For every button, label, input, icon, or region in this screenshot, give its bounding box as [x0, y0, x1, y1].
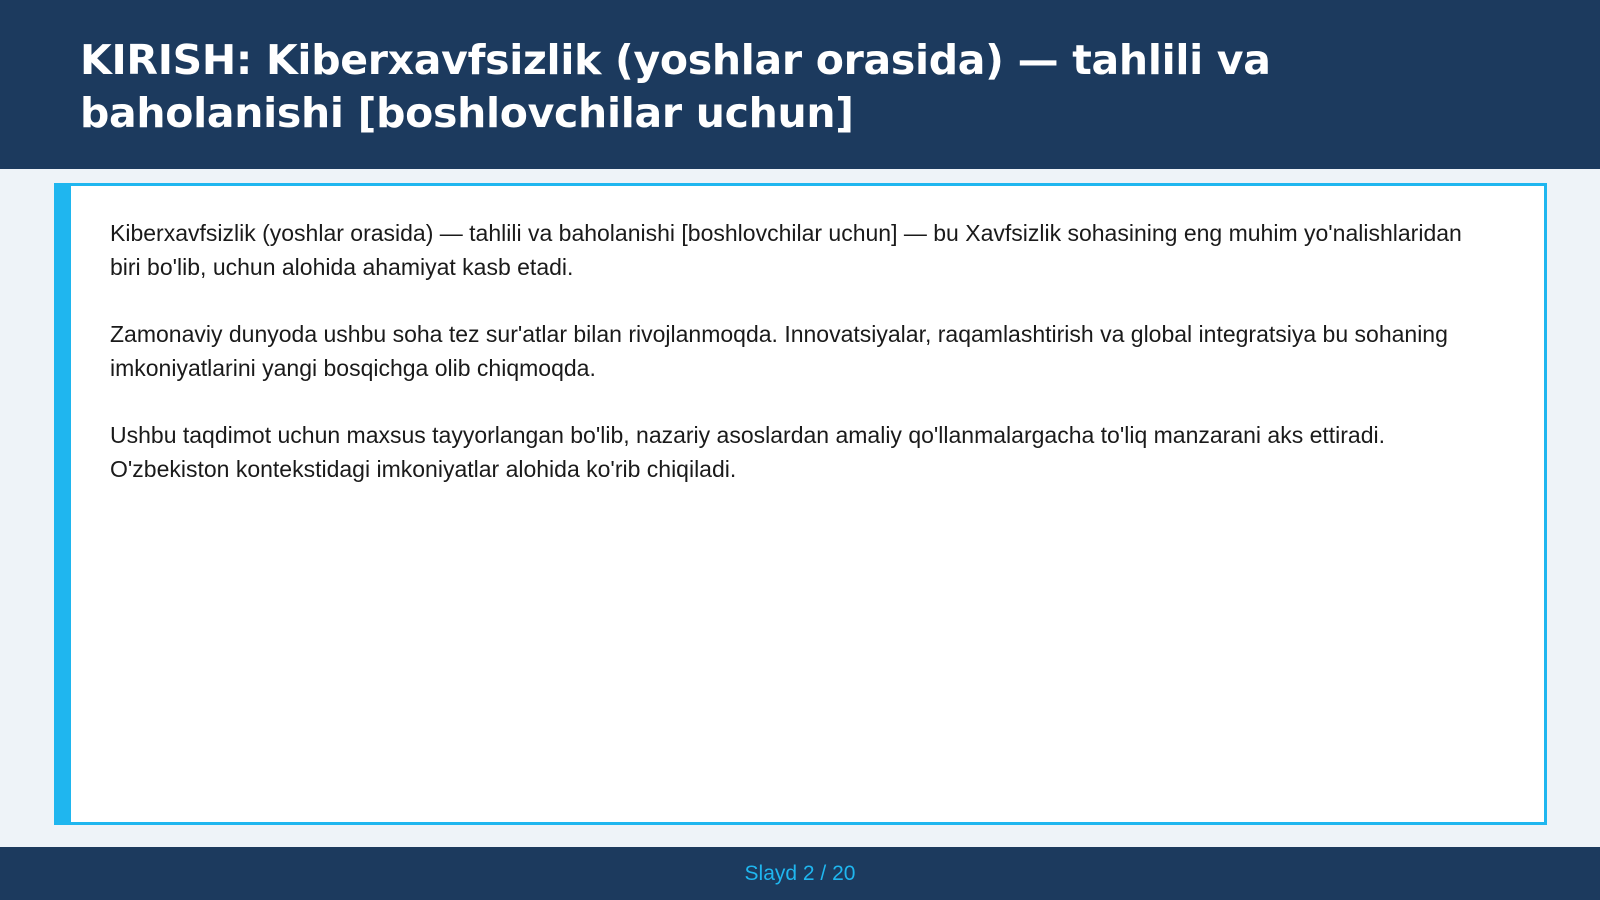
content-card: [54, 183, 1547, 825]
slide-footer: [0, 847, 1600, 900]
slide-header: [0, 0, 1600, 169]
paragraph-presentation-scope: Ushbu taqdimot uchun maxsus tayyorlangan bo'lib, nazariy asoslardan amaliy qo'llanmalargacha to'liq manzarani aks ettiradi. O'zbekiston kontekstidagi imkoniyatlar alohida ko'rib chiqiladi.: [110, 422, 1386, 482]
slide-counter: Slayd 2 / 20: [744, 861, 856, 885]
slide-title: KIRISH: Kiberxavfsizlik (yoshlar orasida) — tahlili va baholanishi [boshlovchilar uchun]: [80, 36, 1271, 137]
paragraph-intro: Kiberxavfsizlik (yoshlar orasida) — tahlili va baholanishi [boshlovchilar uchun] — bu Xavfsizlik sohasining eng muhim yo'nalishlaridan biri bo'lib, uchun alohida ahamiyat kasb etadi.: [110, 220, 1462, 280]
paragraph-modern-world: Zamonaviy dunyoda ushbu soha tez sur'atlar bilan rivojlanmoqda. Innovatsiyalar, raqamlashtirish va global integratsiya bu sohaning imkoniyatlarini yangi bosqichga olib chiqmoqda.: [110, 321, 1448, 381]
